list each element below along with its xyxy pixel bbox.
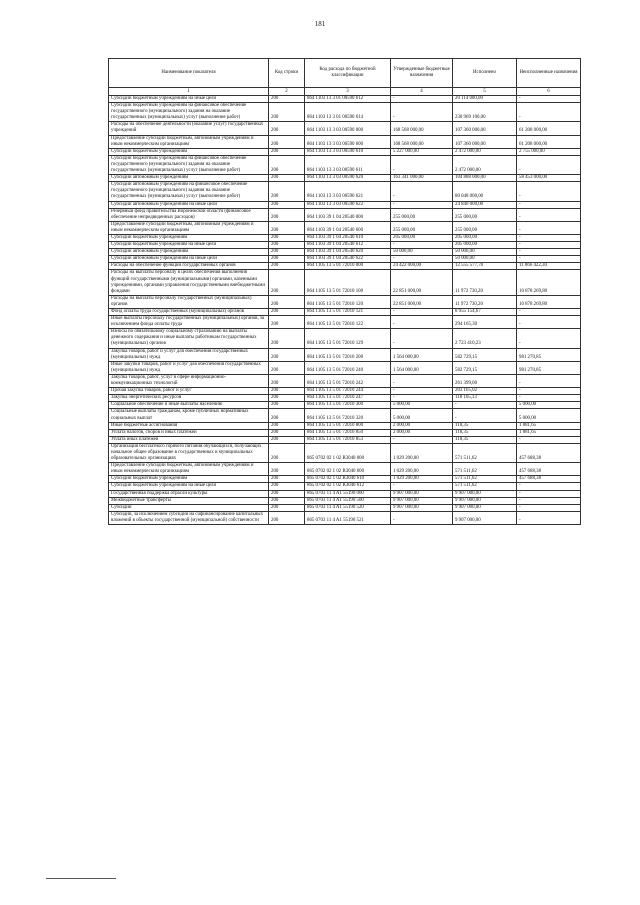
- table-row: [109, 422, 581, 429]
- table-row: [109, 135, 581, 148]
- cell-executed: 118 165,13: [453, 395, 517, 402]
- cell-name: Межбюджетные трансферты: [109, 497, 269, 504]
- header-executed: Исполнено: [453, 59, 517, 88]
- cell-unexecuted: -: [517, 155, 581, 174]
- cell-row-code: 200: [269, 476, 305, 483]
- cell-executed: 12 555 577,70: [453, 263, 517, 270]
- cell-approved: 24 422 000,00: [391, 263, 453, 270]
- cell-executed: 571 511,62: [453, 443, 517, 462]
- cell-executed: 261 399,00: [453, 374, 517, 387]
- cell-unexecuted: -: [517, 395, 581, 402]
- cell-approved: -: [391, 103, 453, 122]
- cell-classification: 864 1105 13 5 01 72010 247: [305, 395, 391, 402]
- cell-classification: 864 1105 13 5 01 72010 244: [305, 388, 391, 395]
- cell-unexecuted: 10 878 269,80: [517, 270, 581, 295]
- table-row: [109, 436, 581, 443]
- cell-name: Субсидии автономным учреждениям на финансовое обеспечение государственного (муниципального) задания на оказание государственных (муниципальных) услуг (выполнение работ): [109, 182, 269, 201]
- cell-name: Субсидии автономным учреждениям: [109, 175, 269, 182]
- cell-executed: 50 000,00: [453, 249, 517, 256]
- cell-name: Субсидии бюджетным учреждениям на иные цели: [109, 483, 269, 490]
- header-approved: Утвержденные бюджетные назначения: [391, 59, 453, 88]
- cell-unexecuted: 1 881,65: [517, 429, 581, 436]
- cell-approved: 163 341 000,00: [391, 175, 453, 182]
- cell-row-code: 200: [269, 103, 305, 122]
- cell-unexecuted: -: [517, 316, 581, 329]
- cell-name: Закупка энергетических ресурсов: [109, 395, 269, 402]
- cell-executed: 2 472 000,00: [453, 155, 517, 174]
- cell-executed: 11 972 730,20: [453, 295, 517, 308]
- cell-row-code: 200: [269, 463, 305, 476]
- cell-approved: 255 000,00: [391, 208, 453, 221]
- budget-execution-table: [108, 58, 581, 525]
- cell-unexecuted: 1 881,65: [517, 422, 581, 429]
- cell-name: Предоставление субсидий бюджетным, автономным учреждениям и иным некоммерческим организациям: [109, 463, 269, 476]
- cell-row-code: 200: [269, 208, 305, 221]
- cell-unexecuted: 10 878 269,80: [517, 295, 581, 308]
- cell-approved: -: [391, 316, 453, 329]
- cell-approved: -: [391, 395, 453, 402]
- cell-row-code: 200: [269, 155, 305, 174]
- cell-approved: -: [391, 242, 453, 249]
- cell-classification: 864 1103 39 1 04 20540 600: [305, 221, 391, 234]
- cell-row-code: 200: [269, 234, 305, 241]
- cell-executed: 9 907 000,00: [453, 511, 517, 524]
- cell-executed: 9 907 000,00: [453, 497, 517, 504]
- column-number: 4: [391, 88, 453, 96]
- cell-name: Резервный фонд правительства Воронежской области (финансовое обеспечение непредвиденных расходов): [109, 208, 269, 221]
- cell-executed: 205 000,00: [453, 234, 517, 241]
- cell-executed: 118,35: [453, 422, 517, 429]
- column-number: 1: [109, 88, 269, 96]
- cell-classification: 865 0703 11 4 A1 55190 521: [305, 511, 391, 524]
- cell-unexecuted: -: [517, 497, 581, 504]
- table-row: [109, 429, 581, 436]
- cell-name: Субсидии бюджетным учреждениям на финансовое обеспечение государственного (муниципального) задания на оказание государственных (муниципальных) услуг (выполнение работ): [109, 103, 269, 122]
- cell-approved: -: [391, 374, 453, 387]
- cell-row-code: 200: [269, 422, 305, 429]
- cell-executed: 205 000,00: [453, 242, 517, 249]
- table-row: [109, 242, 581, 249]
- cell-row-code: 200: [269, 175, 305, 182]
- cell-name: Уплата иных платежей: [109, 436, 269, 443]
- cell-classification: 864 1105 13 5 01 72010 242: [305, 374, 391, 387]
- cell-executed: 582 729,15: [453, 348, 517, 361]
- table-row: [109, 388, 581, 395]
- footnote-separator: [46, 878, 116, 879]
- cell-unexecuted: 58 453 000,00: [517, 175, 581, 182]
- cell-row-code: 200: [269, 122, 305, 135]
- cell-row-code: 200: [269, 429, 305, 436]
- cell-classification: 864 1105 13 5 01 72010 240: [305, 361, 391, 374]
- cell-unexecuted: -: [517, 490, 581, 497]
- cell-executed: 294 165,30: [453, 316, 517, 329]
- cell-classification: 864 1105 13 5 01 72010 129: [305, 329, 391, 348]
- cell-approved: 22 851 000,00: [391, 295, 453, 308]
- cell-approved: 168 568 000,00: [391, 122, 453, 135]
- cell-name: Фонд оплаты труда государственных (муниципальных) органов: [109, 309, 269, 316]
- table-row: [109, 490, 581, 497]
- cell-unexecuted: -: [517, 182, 581, 201]
- cell-name: Расходы на обеспечение деятельности (оказание услуг) государственных учреждений: [109, 122, 269, 135]
- cell-classification: 865 0702 02 1 02 R3040 612: [305, 483, 391, 490]
- cell-classification: 865 0702 02 1 02 R3040 610: [305, 476, 391, 483]
- cell-approved: -: [391, 483, 453, 490]
- cell-unexecuted: 981 270,85: [517, 348, 581, 361]
- header-unexecuted: Неисполненные назначения: [517, 59, 581, 88]
- cell-classification: 864 1103 13 3 03 00590 610: [305, 148, 391, 155]
- cell-classification: 864 1103 13 3 03 00590 000: [305, 122, 391, 135]
- cell-executed: 24 840 000,00: [453, 201, 517, 208]
- cell-classification: 864 1105 13 5 01 72010 100: [305, 270, 391, 295]
- cell-executed: 2 723 410,23: [453, 329, 517, 348]
- cell-executed: 107 360 000,00: [453, 135, 517, 148]
- column-number-row: [109, 88, 581, 96]
- cell-classification: 864 1103 39 1 04 20540 620: [305, 249, 391, 256]
- cell-name: Субсидии бюджетным учреждениям: [109, 148, 269, 155]
- table-row: [109, 395, 581, 402]
- cell-name: Взносы по обязательному социальному страхованию на выплаты денежного содержания и иные выплаты работникам государственных (муниципальных) органов: [109, 329, 269, 348]
- column-number: 6: [517, 88, 581, 96]
- cell-approved: 1 564 000,00: [391, 361, 453, 374]
- cell-unexecuted: 457 688,38: [517, 476, 581, 483]
- cell-row-code: 200: [269, 221, 305, 234]
- cell-name: Субсидии автономным учреждениям: [109, 249, 269, 256]
- cell-approved: 205 000,00: [391, 234, 453, 241]
- cell-unexecuted: -: [517, 256, 581, 263]
- cell-row-code: 200: [269, 436, 305, 443]
- table-row: [109, 309, 581, 316]
- column-number: 3: [305, 88, 391, 96]
- cell-name: Субсидии бюджетным учреждениям: [109, 476, 269, 483]
- cell-row-code: 200: [269, 263, 305, 270]
- cell-executed: 582 729,15: [453, 361, 517, 374]
- cell-name: Субсидии бюджетным учреждениям на финансовое обеспечение государственного (муниципального) задания на оказание государственных (муниципальных) услуг (выполнение работ): [109, 155, 269, 174]
- table-row: [109, 497, 581, 504]
- page-number: 181: [314, 20, 326, 28]
- cell-executed: 571 511,62: [453, 463, 517, 476]
- table-row: [109, 182, 581, 201]
- cell-classification: 864 1103 39 1 04 20540 622: [305, 256, 391, 263]
- cell-approved: 168 568 000,00: [391, 135, 453, 148]
- cell-row-code: 200: [269, 148, 305, 155]
- cell-executed: 118,35: [453, 429, 517, 436]
- table-header-row: [109, 59, 581, 88]
- cell-classification: 864 1105 13 5 01 72010 300: [305, 402, 391, 409]
- cell-classification: 865 0703 11 4 A1 55190 520: [305, 504, 391, 511]
- cell-classification: 864 1103 13 3 01 00590 612: [305, 96, 391, 103]
- cell-classification: 864 1105 13 5 01 72010 800: [305, 422, 391, 429]
- table-row: [109, 374, 581, 387]
- cell-unexecuted: -: [517, 249, 581, 256]
- cell-unexecuted: 5 000,00: [517, 409, 581, 422]
- cell-row-code: 200: [269, 348, 305, 361]
- cell-classification: 864 1105 13 5 01 72010 000: [305, 263, 391, 270]
- cell-approved: -: [391, 511, 453, 524]
- cell-unexecuted: -: [517, 234, 581, 241]
- cell-unexecuted: -: [517, 96, 581, 103]
- cell-approved: -: [391, 388, 453, 395]
- cell-unexecuted: -: [517, 329, 581, 348]
- cell-approved: -: [391, 96, 453, 103]
- cell-name: Социальные выплаты гражданам, кроме публичных нормативных социальных выплат: [109, 409, 269, 422]
- cell-unexecuted: 2 755 000,00: [517, 148, 581, 155]
- cell-approved: -: [391, 182, 453, 201]
- table-row: [109, 122, 581, 135]
- cell-executed: 80 048 000,00: [453, 182, 517, 201]
- cell-row-code: 200: [269, 329, 305, 348]
- cell-approved: 5 000,00: [391, 409, 453, 422]
- cell-unexecuted: -: [517, 103, 581, 122]
- cell-approved: 2 000,00: [391, 422, 453, 429]
- cell-executed: 9 907 000,00: [453, 504, 517, 511]
- cell-executed: 8 955 154,67: [453, 309, 517, 316]
- cell-approved: 50 000,00: [391, 249, 453, 256]
- cell-executed: 230 969 100,00: [453, 103, 517, 122]
- cell-name: Организация бесплатного горячего питания обучающихся, получающих начальное общее образование в государственных и муниципальных образовательных организациях: [109, 443, 269, 462]
- cell-executed: 2 472 000,00: [453, 148, 517, 155]
- table-row: [109, 409, 581, 422]
- cell-classification: 864 1105 13 5 01 72010 122: [305, 316, 391, 329]
- cell-name: Расходы на обеспечение функций государственных органов: [109, 263, 269, 270]
- table-row: [109, 155, 581, 174]
- table-row: [109, 504, 581, 511]
- cell-name: Уплата налогов, сборов и иных платежей: [109, 429, 269, 436]
- cell-classification: 864 1103 13 3 03 00590 621: [305, 182, 391, 201]
- cell-name: Субсидии бюджетным учреждениям: [109, 234, 269, 241]
- cell-classification: 864 1103 13 3 03 00590 600: [305, 135, 391, 148]
- table-row: [109, 361, 581, 374]
- cell-executed: 571 511,62: [453, 483, 517, 490]
- table-row: [109, 148, 581, 155]
- cell-approved: -: [391, 329, 453, 348]
- cell-classification: 864 1103 13 3 03 00590 611: [305, 155, 391, 174]
- cell-row-code: 200: [269, 490, 305, 497]
- table-row: [109, 263, 581, 270]
- table-row: [109, 270, 581, 295]
- cell-executed: 20 114 000,00: [453, 96, 517, 103]
- cell-row-code: 200: [269, 395, 305, 402]
- cell-executed: 203 165,02: [453, 388, 517, 395]
- cell-classification: 865 0703 11 4 A1 55190 500: [305, 497, 391, 504]
- table-row: [109, 463, 581, 476]
- cell-classification: 864 1103 39 1 04 20540 000: [305, 208, 391, 221]
- cell-executed: 50 000,00: [453, 256, 517, 263]
- cell-executed: 107 360 000,00: [453, 122, 517, 135]
- cell-row-code: 200: [269, 201, 305, 208]
- cell-name: Иные бюджетные ассигнования: [109, 422, 269, 429]
- cell-approved: 5 227 000,00: [391, 148, 453, 155]
- table-row: [109, 476, 581, 483]
- cell-row-code: 200: [269, 402, 305, 409]
- cell-approved: 1 029 200,00: [391, 463, 453, 476]
- cell-approved: 9 907 000,00: [391, 497, 453, 504]
- cell-classification: 864 1105 13 5 01 72010 200: [305, 348, 391, 361]
- cell-name: Предоставление субсидий бюджетным, автономным учреждениям и иным некоммерческим организациям: [109, 221, 269, 234]
- table-row: [109, 208, 581, 221]
- cell-approved: -: [391, 201, 453, 208]
- cell-name: Иные закупки товаров, работ и услуг для обеспечения государственных (муниципальных) нужд: [109, 361, 269, 374]
- cell-executed: -: [453, 409, 517, 422]
- table-row: [109, 96, 581, 103]
- cell-executed: 104 888 000,00: [453, 175, 517, 182]
- cell-row-code: 200: [269, 295, 305, 308]
- cell-row-code: 200: [269, 361, 305, 374]
- cell-approved: 1 564 000,00: [391, 348, 453, 361]
- cell-row-code: 200: [269, 388, 305, 395]
- cell-name: Закупка товаров, работ и услуг для обеспечения государственных (муниципальных) нужд: [109, 348, 269, 361]
- cell-unexecuted: 981 270,85: [517, 361, 581, 374]
- cell-approved: 2 000,00: [391, 429, 453, 436]
- cell-classification: 864 1103 13 3 03 00590 620: [305, 175, 391, 182]
- cell-name: Субсидии, за исключением субсидий на софинансирование капитальных вложений в объекты государственной (муниципальной) собственности: [109, 511, 269, 524]
- cell-approved: -: [391, 256, 453, 263]
- cell-name: Субсидии бюджетным учреждениям на иные цели: [109, 242, 269, 249]
- table-row: [109, 483, 581, 490]
- cell-row-code: 200: [269, 242, 305, 249]
- table-row: [109, 175, 581, 182]
- cell-unexecuted: -: [517, 374, 581, 387]
- cell-unexecuted: 61 208 000,00: [517, 135, 581, 148]
- cell-unexecuted: -: [517, 511, 581, 524]
- cell-executed: 11 972 730,20: [453, 270, 517, 295]
- cell-row-code: 200: [269, 511, 305, 524]
- cell-name: Прочая закупка товаров, работ и услуг: [109, 388, 269, 395]
- cell-row-code: 200: [269, 497, 305, 504]
- cell-row-code: 200: [269, 443, 305, 462]
- table-row: [109, 511, 581, 524]
- cell-row-code: 200: [269, 96, 305, 103]
- cell-executed: 571 511,62: [453, 476, 517, 483]
- cell-row-code: 200: [269, 483, 305, 490]
- cell-row-code: 200: [269, 504, 305, 511]
- cell-name: Субсидии бюджетным учреждениям на иные цели: [109, 96, 269, 103]
- cell-executed: -: [453, 402, 517, 409]
- cell-name: Иные выплаты персоналу государственных (муниципальных) органов, за исключением фонда оплаты труда: [109, 316, 269, 329]
- cell-classification: 864 1105 13 5 01 72010 120: [305, 295, 391, 308]
- cell-executed: 255 000,00: [453, 208, 517, 221]
- cell-classification: 865 0702 02 1 02 R3040 000: [305, 443, 391, 462]
- header-row-code: Код строки: [269, 59, 305, 88]
- cell-name: Государственная поддержка отрасли культуры: [109, 490, 269, 497]
- cell-unexecuted: -: [517, 201, 581, 208]
- cell-approved: -: [391, 309, 453, 316]
- cell-unexecuted: 457 688,38: [517, 463, 581, 476]
- cell-name: Субсидии автономным учреждениям на иные цели: [109, 256, 269, 263]
- table-row: [109, 249, 581, 256]
- cell-unexecuted: -: [517, 309, 581, 316]
- column-number: 2: [269, 88, 305, 96]
- cell-unexecuted: 11 866 422,30: [517, 263, 581, 270]
- cell-unexecuted: -: [517, 504, 581, 511]
- cell-unexecuted: -: [517, 436, 581, 443]
- cell-approved: -: [391, 436, 453, 443]
- cell-classification: 864 1103 13 3 03 00590 622: [305, 201, 391, 208]
- cell-row-code: 200: [269, 409, 305, 422]
- cell-unexecuted: -: [517, 221, 581, 234]
- cell-row-code: 200: [269, 374, 305, 387]
- cell-approved: 22 851 000,00: [391, 270, 453, 295]
- cell-row-code: 200: [269, 182, 305, 201]
- cell-unexecuted: -: [517, 388, 581, 395]
- table-row: [109, 201, 581, 208]
- cell-approved: -: [391, 155, 453, 174]
- cell-unexecuted: -: [517, 242, 581, 249]
- cell-approved: 9 907 000,00: [391, 490, 453, 497]
- cell-name: Субсидии: [109, 504, 269, 511]
- table-row: [109, 316, 581, 329]
- cell-name: Расходы на выплаты персоналу в целях обеспечения выполнения функций государственными (муниципальными) органами, казенными учреждениями, органами управления государственными внебюджетными фондами: [109, 270, 269, 295]
- column-number: 5: [453, 88, 517, 96]
- table-row: [109, 402, 581, 409]
- cell-unexecuted: 457 688,38: [517, 443, 581, 462]
- table-row: [109, 234, 581, 241]
- cell-classification: 864 1103 39 1 04 20540 610: [305, 234, 391, 241]
- cell-unexecuted: -: [517, 208, 581, 221]
- table-row: [109, 329, 581, 348]
- table-row: [109, 295, 581, 308]
- cell-approved: 9 907 000,00: [391, 504, 453, 511]
- cell-classification: 864 1105 13 5 01 72010 320: [305, 409, 391, 422]
- cell-row-code: 200: [269, 135, 305, 148]
- cell-row-code: 200: [269, 270, 305, 295]
- header-name: Наименование показателя: [109, 59, 269, 88]
- cell-row-code: 200: [269, 316, 305, 329]
- cell-classification: 864 1103 39 1 04 20540 612: [305, 242, 391, 249]
- cell-executed: 9 907 000,00: [453, 490, 517, 497]
- table-row: [109, 443, 581, 462]
- table-row: [109, 103, 581, 122]
- cell-classification: 864 1103 13 3 01 00590 614: [305, 103, 391, 122]
- cell-classification: 865 0703 11 4 A1 55190 000: [305, 490, 391, 497]
- cell-classification: 864 1105 13 5 01 72010 850: [305, 429, 391, 436]
- cell-unexecuted: -: [517, 483, 581, 490]
- cell-executed: 118,35: [453, 436, 517, 443]
- cell-approved: 1 029 200,00: [391, 476, 453, 483]
- cell-row-code: 200: [269, 309, 305, 316]
- cell-approved: 255 000,00: [391, 221, 453, 234]
- cell-approved: 1 029 200,00: [391, 443, 453, 462]
- table-row: [109, 221, 581, 234]
- table-body: [109, 96, 581, 525]
- cell-row-code: 200: [269, 249, 305, 256]
- cell-name: Субсидии автономным учреждениям на иные цели: [109, 201, 269, 208]
- cell-classification: 865 0702 02 1 02 R3040 600: [305, 463, 391, 476]
- cell-name: Социальное обеспечение и иные выплаты населению: [109, 402, 269, 409]
- table-row: [109, 348, 581, 361]
- cell-classification: 864 1105 13 5 01 72010 121: [305, 309, 391, 316]
- cell-row-code: 200: [269, 256, 305, 263]
- cell-approved: 5 000,00: [391, 402, 453, 409]
- table-row: [109, 256, 581, 263]
- cell-name: Предоставление субсидий бюджетным, автономным учреждениям и иным некоммерческим организациям: [109, 135, 269, 148]
- cell-unexecuted: 5 000,00: [517, 402, 581, 409]
- header-classification: Код расхода по бюджетной классификации: [305, 59, 391, 88]
- cell-classification: 864 1105 13 5 01 72010 853: [305, 436, 391, 443]
- cell-unexecuted: 61 208 000,00: [517, 122, 581, 135]
- cell-executed: 255 000,00: [453, 221, 517, 234]
- cell-name: Расходы на выплаты персоналу государственных (муниципальных) органов: [109, 295, 269, 308]
- cell-name: Закупка товаров, работ, услуг в сфере информационно-коммуникационных технологий: [109, 374, 269, 387]
